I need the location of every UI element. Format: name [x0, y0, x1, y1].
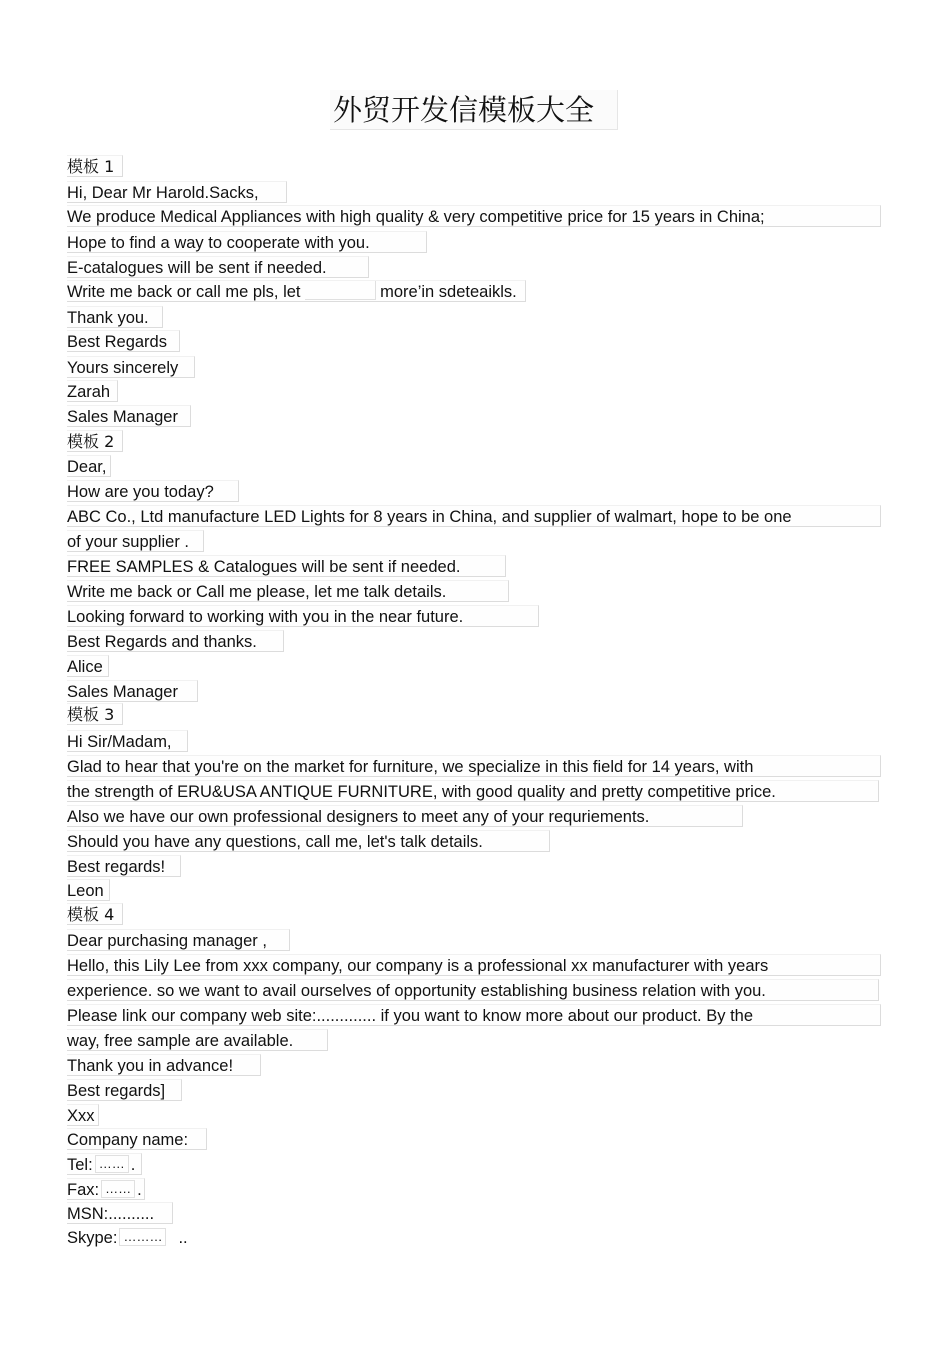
template-1-line-2: Hope to find a way to cooperate with you.	[67, 231, 427, 253]
template-3-line-5: Best regards!	[67, 855, 181, 877]
template-4-signature-name: Xxx	[67, 1104, 99, 1126]
fax-value: ……	[101, 1180, 135, 1198]
template-4-line-3: Please link our company web site:............. if you want to know more about our product. By the	[67, 1004, 881, 1026]
tel-value: ……	[95, 1155, 129, 1173]
skype-value: ………	[119, 1228, 166, 1246]
template-3-line-2: the strength of ERU&USA ANTIQUE FURNITURE, with good quality and pretty competitive price.	[67, 780, 879, 802]
template-2-heading: 模板 2	[67, 430, 123, 452]
template-1-line-4-end: more’in sdeteaikls.	[380, 283, 517, 301]
template-2-signature-name: Alice	[67, 655, 109, 677]
document-title: 外贸开发信模板大全	[330, 90, 618, 130]
template-1-line-7: Yours sincerely	[67, 356, 195, 378]
template-1-greeting: Hi, Dear Mr Harold.Sacks,	[67, 181, 287, 203]
template-1-signature-name: Zarah	[67, 380, 118, 402]
template-4-line-2: experience. so we want to avail ourselves of opportunity establishing business relation with you.	[67, 979, 879, 1001]
template-1-heading: 模板 1	[67, 155, 123, 177]
template-4-line-5: Thank you in advance!	[67, 1054, 261, 1076]
template-4-fax	[67, 1178, 145, 1200]
template-1-line-3: E-catalogues will be sent if needed.	[67, 256, 369, 278]
template-3-line-3: Also we have our own professional designers to meet any of your requriements.	[67, 805, 743, 827]
template-3-greeting: Hi Sir/Madam,	[67, 730, 188, 752]
template-2-greeting: Dear,	[67, 455, 111, 477]
tel-label: Tel:	[67, 1156, 93, 1174]
tel-end: .	[130, 1156, 136, 1174]
template-4-greeting: Dear purchasing manager ,	[67, 929, 290, 951]
template-1-line-4	[67, 280, 526, 302]
template-1-line-1: We produce Medical Appliances with high quality & very competitive price for 15 years in China;	[67, 205, 881, 227]
template-2-line-3: of your supplier .	[67, 530, 204, 552]
template-2-line-2: ABC Co., Ltd manufacture LED Lights for 8 years in China, and supplier of walmart, hope to be one	[67, 505, 881, 527]
fax-end: .	[137, 1181, 142, 1199]
template-2-line-1: How are you today?	[67, 480, 239, 502]
template-4-msn: MSN:..........	[67, 1202, 173, 1224]
template-4-line-1: Hello, this Lily Lee from xxx company, our company is a professional xx manufacturer with years	[67, 954, 881, 976]
template-1-line-4-start: Write me back or call me pls, let	[67, 283, 301, 301]
text-gap	[305, 281, 376, 300]
template-2-line-4: FREE SAMPLES & Catalogues will be sent if needed.	[67, 555, 506, 577]
skype-end: ..	[178, 1229, 188, 1247]
template-2-signature-role: Sales Manager	[67, 680, 198, 702]
fax-label: Fax:	[67, 1181, 100, 1199]
template-3-signature-name: Leon	[67, 879, 110, 901]
template-1-signature-role: Sales Manager	[67, 405, 191, 427]
template-4-heading: 模板 4	[67, 903, 123, 925]
template-3-line-4: Should you have any questions, call me, let's talk details.	[67, 830, 550, 852]
template-4-line-4: way, free sample are available.	[67, 1029, 328, 1051]
template-2-line-7: Best Regards and thanks.	[67, 630, 284, 652]
template-2-line-6: Looking forward to working with you in the near future.	[67, 605, 539, 627]
skype-label: Skype:	[67, 1229, 118, 1247]
template-4-tel	[67, 1153, 142, 1175]
template-4-skype	[67, 1227, 217, 1249]
template-3-line-1: Glad to hear that you're on the market for furniture, we specialize in this field for 14 years, with	[67, 755, 881, 777]
template-1-line-6: Best Regards	[67, 330, 180, 352]
template-1-line-5: Thank you.	[67, 306, 163, 328]
template-3-heading: 模板 3	[67, 703, 123, 725]
template-4-line-6: Best regards]	[67, 1079, 182, 1101]
template-4-company-name: Company name:	[67, 1128, 207, 1150]
template-2-line-5: Write me back or Call me please, let me talk details.	[67, 580, 509, 602]
